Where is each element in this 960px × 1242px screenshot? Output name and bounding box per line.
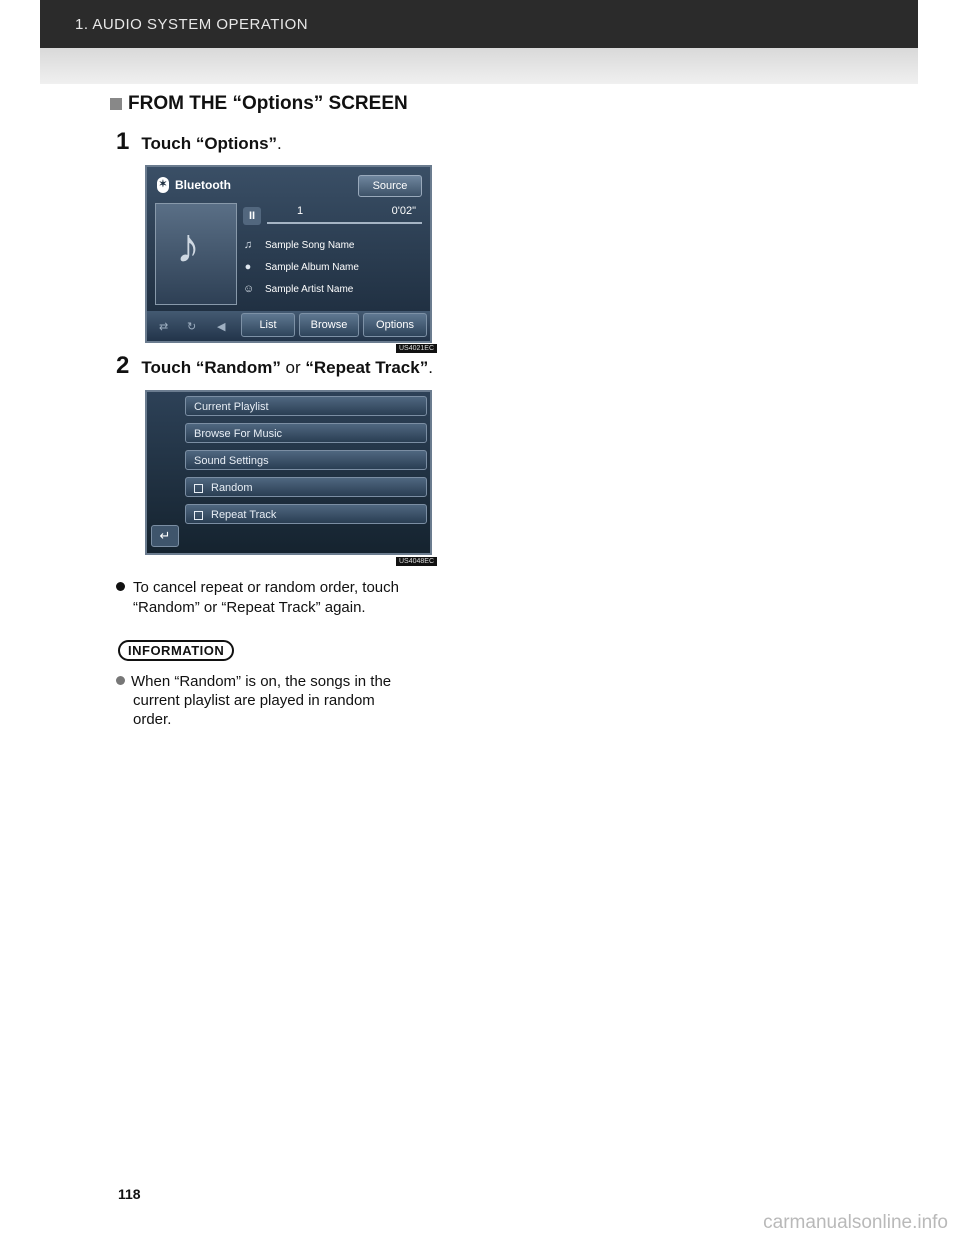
info-line-2: current playlist are played in random	[133, 692, 375, 709]
step-1	[116, 128, 282, 156]
pause-button[interactable]: II	[243, 207, 261, 225]
step-text	[141, 134, 281, 154]
step-text-bold: Touch “Options”	[141, 134, 278, 153]
options-screen	[145, 390, 432, 555]
step-2	[116, 352, 433, 380]
options-button[interactable]: Options	[363, 313, 427, 337]
progress-bar	[267, 222, 422, 224]
album-row	[243, 261, 359, 273]
step-text-bold: Touch “Random”	[141, 358, 281, 377]
sound-settings-button[interactable]	[185, 450, 427, 470]
menu-item-label: Repeat Track	[211, 509, 277, 521]
artist-name: Sample Artist Name	[265, 283, 354, 295]
bluetooth-label	[157, 177, 231, 193]
track-number: 1	[297, 205, 304, 217]
music-note-icon: ♪	[176, 220, 200, 273]
random-button[interactable]	[185, 477, 427, 497]
bullet-note	[116, 578, 466, 618]
menu-item-label: Browse For Music	[194, 428, 283, 440]
album-name: Sample Album Name	[265, 261, 359, 273]
bullet-line-2: “Random” or “Repeat Track” again.	[133, 599, 366, 616]
step-number: 1	[116, 128, 130, 155]
information-text	[116, 672, 461, 729]
info-line-3: order.	[133, 711, 172, 728]
bluetooth-text: Bluetooth	[175, 178, 231, 192]
browse-for-music-button[interactable]	[185, 423, 427, 443]
song-name: Sample Song Name	[265, 239, 355, 251]
source-button[interactable]: Source	[358, 175, 422, 197]
square-bullet-icon	[110, 98, 122, 110]
image-code: US4021EC	[396, 344, 437, 353]
song-row	[243, 239, 355, 251]
bluetooth-icon: ✶	[157, 177, 169, 193]
artist-icon: ☺	[243, 283, 255, 295]
checkbox-icon	[194, 511, 203, 520]
album-art	[155, 203, 237, 305]
page-number: 118	[118, 1186, 141, 1202]
list-button[interactable]: List	[241, 313, 295, 337]
step-text-bold-2: “Repeat Track”	[305, 358, 429, 377]
section-heading	[110, 93, 408, 115]
browse-button[interactable]: Browse	[299, 313, 359, 337]
information-badge: INFORMATION	[118, 640, 234, 661]
info-line-1: When “Random” is on, the songs in the	[131, 673, 392, 690]
image-code: US4048EC	[396, 557, 437, 566]
menu-item-label: Sound Settings	[194, 455, 269, 467]
watermark: carmanualsonline.info	[763, 1212, 948, 1233]
artist-row	[243, 283, 353, 295]
repeat-track-button[interactable]	[185, 504, 427, 524]
header-sub-band	[40, 48, 918, 84]
info-dot-icon	[116, 676, 125, 685]
section-heading-text: FROM THE “Options” SCREEN	[128, 93, 408, 114]
checkbox-icon	[194, 484, 203, 493]
album-icon: ●	[244, 261, 252, 273]
shuffle-icon[interactable]: ⇄	[159, 321, 169, 333]
volume-icon[interactable]: ◀	[217, 321, 226, 333]
bullet-dot-icon	[116, 582, 125, 591]
track-time: 0'02"	[391, 205, 416, 217]
step-text-suffix: .	[277, 134, 282, 153]
step-text	[141, 358, 433, 378]
return-arrow-icon[interactable]: ↵	[151, 525, 179, 547]
repeat-icon[interactable]: ↻	[187, 321, 197, 333]
song-icon: ♫	[243, 239, 253, 251]
step-text-middle: or	[280, 358, 306, 377]
chapter-title: 1. AUDIO SYSTEM OPERATION	[75, 16, 309, 33]
menu-item-label: Random	[211, 482, 253, 494]
current-playlist-button[interactable]	[185, 396, 427, 416]
bluetooth-audio-screen	[145, 165, 432, 343]
step-text-suffix: .	[428, 358, 433, 377]
menu-item-label: Current Playlist	[194, 401, 269, 413]
bullet-line-1: To cancel repeat or random order, touch	[133, 579, 399, 596]
step-number: 2	[116, 352, 130, 379]
